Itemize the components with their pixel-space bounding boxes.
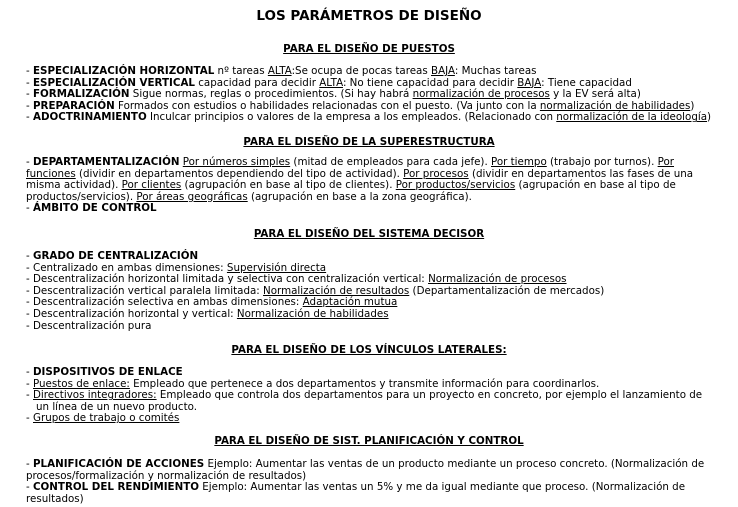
section-planificacion-control: [26, 459, 716, 505]
section-superestructura: [26, 157, 716, 215]
heading-superestructura: PARA EL DISEÑO DE LA SUPERESTRUCTURA: [243, 136, 495, 148]
item-ambito-control: - ÁMBITO DE CONTROL: [26, 202, 157, 215]
list-item: - Descentralización vertical paralela limitada: Normalización de resultados (Departamentalización de mercados): [26, 284, 605, 297]
heading-sistema-decisor: PARA EL DISEÑO DEL SISTEMA DECISOR: [253, 228, 485, 240]
item-departamentalizacion: - DEPARTAMENTALIZACIÓN Por números simples (mitad de empleados para cada jefe). Por tiempo (trabajo por turnos). Por funciones (dividir en departamentos dependiendo del tipo de actividad). Por procesos (dividir en departamentos las fases de una misma actividad). Por clientes (agrupación en base al tipo de clientes). Por productos/servicios (agrupación en base al tipo de productos/servicios). Por áreas geográficas (agrupación en base a la zona geográfica).: [26, 156, 694, 203]
subheading-dispositivos-enlace: - DISPOSITIVOS DE ENLACE: [26, 366, 183, 378]
item-especializacion-horizontal: - ESPECIALIZACIÓN HORIZONTAL nº tareas ALTA:Se ocupa de pocas tareas BAJA: Muchas tareas: [26, 65, 537, 77]
list-item: - Directivos integradores: Empleado que controla dos departamentos para un proyecto en concreto, por ejemplo el lanzamiento de un línea de un nuevo producto.: [26, 389, 703, 413]
heading-vinculos-laterales: PARA EL DISEÑO DE LOS VÍNCULOS LATERALES:: [231, 344, 507, 356]
item-especializacion-vertical: - ESPECIALIZACIÓN VERTICAL capacidad para decidir ALTA: No tiene capacidad para decidir BAJA: Tiene capacidad: [26, 76, 632, 89]
list-item: - Grupos de trabajo o comités: [26, 412, 180, 425]
section-sistema-decisor: [26, 251, 716, 332]
list-item: - Descentralización horizontal limitada y selectiva con centralización vertical: Normalización de procesos: [26, 273, 567, 286]
list-item: - Centralizado en ambas dimensiones: Supervisión directa: [26, 261, 327, 274]
item-planificacion-acciones: - PLANIFICACIÓN DE ACCIONES Ejemplo: Aumentar las ventas de un producto mediante un proceso concreto. (Normalización de procesos/formalización y normalización de resultados): [26, 458, 705, 482]
heading-planificacion-control: PARA EL DISEÑO DE SIST. PLANIFICACIÓN Y CONTROL: [214, 435, 524, 447]
item-formalizacion: - FORMALIZACIÓN Sigue normas, reglas o procedimientos. (Si hay habrá normalización de procesos y la EV será alta): [26, 88, 641, 101]
item-preparacion: - PREPARACIÓN Formados con estudios o habilidades relacionadas con el puesto. (Va junto con la normalización de habilidades): [26, 99, 695, 112]
list-item: - Descentralización pura: [26, 319, 152, 332]
section-vinculos-laterales: [26, 367, 716, 425]
item-control-rendimiento: - CONTROL DEL RENDIMIENTO Ejemplo: Aumentar las ventas un 5% y me da igual mediante que proceso. (Normalización de resultados): [26, 481, 686, 505]
heading-diseno-puestos: PARA EL DISEÑO DE PUESTOS: [283, 43, 455, 55]
list-item: - Puestos de enlace: Empleado que pertenece a dos departamentos y transmite información para coordinarlos.: [26, 377, 600, 390]
document-title: LOS PARÁMETROS DE DISEÑO: [256, 8, 482, 24]
list-item: - Descentralización selectiva en ambas dimensiones: Adaptación mutua: [26, 296, 398, 309]
list-item: - Descentralización horizontal y vertical: Normalización de habilidades: [26, 307, 389, 320]
item-adoctrinamiento: - ADOCTRINAMIENTO Inculcar principios o valores de la empresa a los empleados. (Relacionado con normalización de la ideología): [26, 111, 712, 124]
subheading-grado-centralizacion: - GRADO DE CENTRALIZACIÓN: [26, 250, 199, 262]
section-diseno-puestos: [26, 66, 716, 124]
